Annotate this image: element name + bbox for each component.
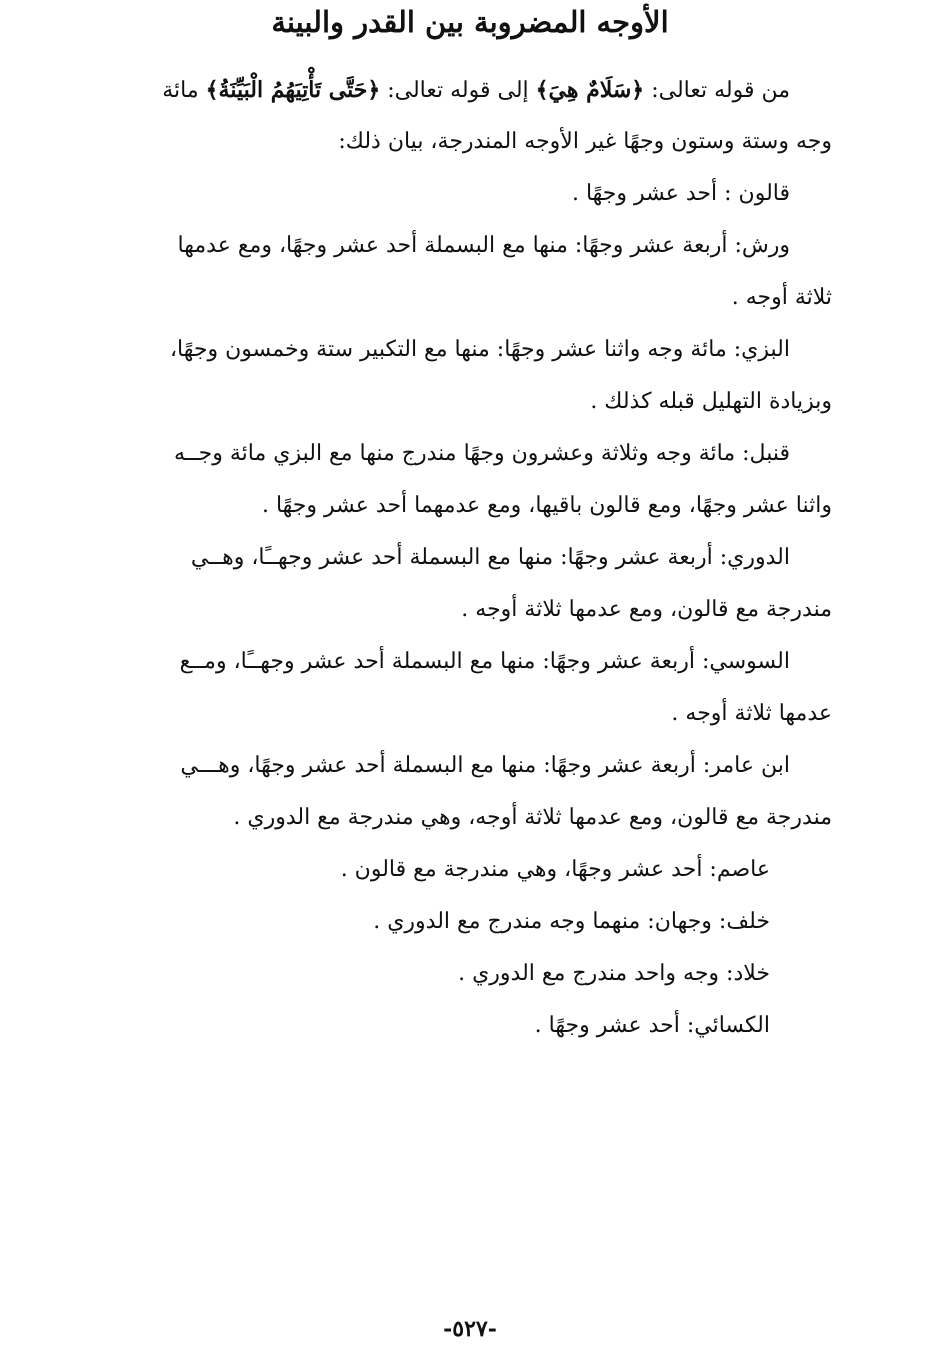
reader-paragraph-ibn-amir: [94, 744, 832, 848]
quran-verse-2: ﴿حَتَّى تَأْتِيَهُمُ الْبَيِّنَةُ﴾: [205, 77, 381, 103]
reader-paragraph-khalaf: [94, 900, 832, 952]
warsh-line-1: ورش: أربعة عشر وجهًا: منها مع البسملة أحد عشر وجهًا، ومع عدمها: [177, 233, 790, 258]
qunbul-line-2: واثنا عشر وجهًا، ومع قالون باقيها، ومع عدمهما أحد عشر وجهًا .: [261, 493, 832, 518]
qalun-line-1: قالون : أحد عشر وجهًا .: [571, 181, 790, 206]
reader-paragraph-warsh: [94, 224, 832, 328]
asim-line-1: عاصم: أحد عشر وجهًا، وهي مندرجة مع قالون .: [340, 857, 770, 882]
ibn-amir-line-2: مندرجة مع قالون، ومع عدمها ثلاثة أوجه، وهي مندرجة مع الدوري .: [233, 805, 832, 830]
page-title: الأوجه المضروبة بين القدر والبينة: [271, 5, 669, 39]
warsh-line-2: ثلاثة أوجه .: [731, 285, 832, 310]
intro-line-2: وجه وستة وستون وجهًا غير الأوجه المندرجة، بيان ذلك:: [338, 129, 832, 154]
reader-paragraph-qalun: [94, 172, 832, 224]
reader-paragraph-kisai: [94, 1004, 832, 1056]
reader-paragraph-qunbul: [94, 432, 832, 536]
khallad-line-1: خلاد: وجه واحد مندرج مع الدوري .: [458, 961, 770, 986]
reader-paragraph-bazzi: [94, 328, 832, 432]
intro-text-after: مائة: [162, 78, 206, 103]
susi-line-2: عدمها ثلاثة أوجه .: [671, 701, 832, 726]
kisai-line-1: الكسائي: أحد عشر وجهًا .: [534, 1013, 770, 1038]
intro-text-before: من قوله تعالى:: [644, 78, 790, 103]
khalaf-line-1: خلف: وجهان: منهما وجه مندرج مع الدوري .: [373, 909, 770, 934]
duri-line-2: مندرجة مع قالون، ومع عدمها ثلاثة أوجه .: [461, 597, 832, 622]
reader-paragraph-khallad: [94, 952, 832, 1004]
duri-line-1: الدوري: أربعة عشر وجهًا: منها مع البسملة أحد عشر وجهــًا، وهــي: [190, 545, 790, 570]
page-number: -٥٢٧-: [443, 1316, 497, 1342]
bazzi-line-1: البزي: مائة وجه واثنا عشر وجهًا: منها مع التكبير ستة وخمسون وجهًا،: [169, 337, 790, 362]
reader-paragraph-asim: [94, 848, 832, 900]
bazzi-line-2: وبزيادة التهليل قبله كذلك .: [590, 389, 832, 414]
reader-paragraph-susi: [94, 640, 832, 744]
quran-verse-1: ﴿سَلَامٌ هِيَ﴾: [535, 77, 645, 103]
ibn-amir-line-1: ابن عامر: أربعة عشر وجهًا: منها مع البسملة أحد عشر وجهًا، وهـــي: [180, 753, 790, 778]
body-text: [94, 68, 832, 1056]
reader-paragraph-duri: [94, 536, 832, 640]
intro-paragraph: [94, 68, 832, 172]
intro-line-1: [94, 68, 832, 120]
susi-line-1: السوسي: أربعة عشر وجهًا: منها مع البسملة أحد عشر وجهــًا، ومــع: [179, 649, 790, 674]
intro-text-middle: إلى قوله تعالى:: [380, 78, 536, 103]
qunbul-line-1: قنبل: مائة وجه وثلاثة وعشرون وجهًا مندرج منها مع البزي مائة وجــه: [173, 441, 790, 466]
